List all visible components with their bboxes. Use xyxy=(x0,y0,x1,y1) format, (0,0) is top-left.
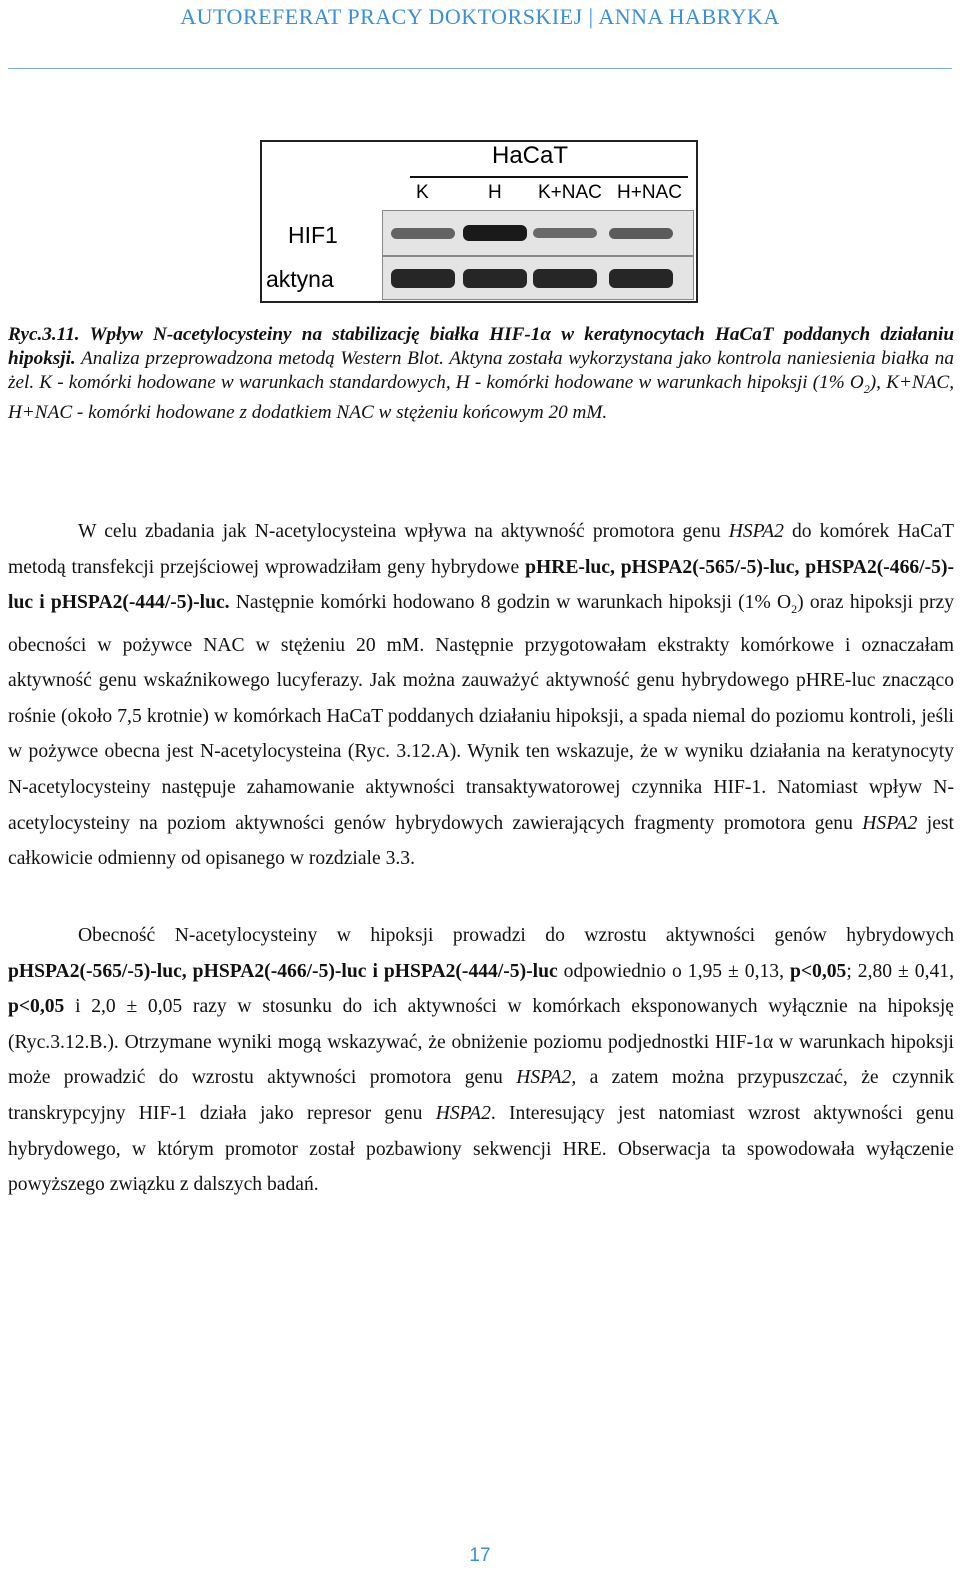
figure-caption xyxy=(8,323,954,425)
lane-label-k-nac: K+NAC xyxy=(538,182,602,203)
row-label-hif1: HIF1 xyxy=(288,222,338,248)
page-number: 17 xyxy=(469,1545,491,1566)
body-paragraph-2 xyxy=(8,918,954,1203)
para2-gene-2: HSPA2 xyxy=(435,1102,491,1124)
para2-gene-1: HSPA2, xyxy=(516,1067,577,1089)
running-header: AUTOREFERAT PRACY DOKTORSKIEJ | ANNA HABRYKA xyxy=(180,4,780,29)
para1-text-4: ) oraz hipoksji przy obecności w pożywce NAC w stężeniu 20 mM. Następnie przygotowałam ekstrakty komórkowe i oznaczałam aktywność genu wskaźnikowego lucyferazy. Jak można zauważyć aktywność genu hybrydowego pHRE-luc znacząco rośnie (około 7,5 krotnie) w komórkach HaCaT poddanych działaniu hipoksji, a spada niemal do poziomu kontroli, jeśli w pożywce obecna jest N-acetylocysteina (Ryc. 3.12.A). Wynik ten wskazuje, że w wyniku działania na keratynocyty N-acetylocysteiny następuje zahamowanie aktywności transaktywatorowej czynnika HIF-1. Natomiast wpływ N-acetylocysteiny na poziom aktywności genów hybrydowych zawierających fragmenty promotora genu xyxy=(8,592,954,834)
para2-pvalue-2: p<0,05 xyxy=(8,996,65,1018)
cell-line-rule xyxy=(410,176,688,178)
para2-text-1: Obecność N-acetylocysteiny w hipoksji prowadzi do wzrostu aktywności genów hybrydowych xyxy=(78,925,954,946)
lane-label-h: H xyxy=(488,182,502,203)
para2-text-5: a zatem można przypuszczać, że czynnik transkrypcyjny HIF-1 działa jako represor genu xyxy=(8,1067,954,1124)
blot-strip-hif1 xyxy=(382,210,694,256)
caption-text-a: Analiza przeprowadzona metodą Western Blot. Aktyna została wykorzystana jako kontrola naniesienia białka na żel. K - komórki hodowane w warunkach standardowych, H - komórki hodowane w warunkach hipoksji (1% O xyxy=(8,348,954,393)
blot-band-aktyna-1 xyxy=(391,269,455,288)
para2-text-4: i 2,0 ± 0,05 razy w stosunku do ich aktywności w komórkach eksponowanych wyłącznie na hipoksję (Ryc.3.12.B.). Otrzymane wyniki mogą wskazywać, że obniżenie poziomu podjednostki HIF-1α w warunkach hipoksji może prowadzić do wzrostu aktywności promotora genu xyxy=(8,996,954,1089)
body-paragraph-1 xyxy=(8,514,954,877)
caption-subscript: 2 xyxy=(863,381,870,396)
row-label-aktyna: aktyna xyxy=(266,266,334,292)
para1-text-5: jest całkowicie odmienny od opisanego w rozdziale 3.3. xyxy=(8,812,954,870)
western-blot-figure xyxy=(260,140,698,303)
para2-text-6: . Interesujący jest natomiast wzrost aktywności genu hybrydowego, w którym promotor został pozbawiony sekwencji HRE. Obserwacja ta spowodowała wyłączenie powyższego związku z dalszych badań. xyxy=(8,1102,954,1196)
blot-band-aktyna-4 xyxy=(609,269,673,288)
cell-line-title: HaCaT xyxy=(492,142,569,169)
blot-band-aktyna-2 xyxy=(463,269,527,288)
header-rule xyxy=(8,68,952,69)
caption-label: Ryc.3.11. Wpływ N-acetylocysteiny na stabilizację białka HIF-1α w keratynocytach HaCaT poddanych działaniu hipoksji. xyxy=(8,324,954,369)
blot-band-hif1-3 xyxy=(533,228,597,238)
lane-label-h-nac: H+NAC xyxy=(617,182,682,203)
para2-text-3: ; 2,80 ± 0,41, xyxy=(846,960,954,982)
blot-band-hif1-1 xyxy=(391,228,455,239)
para2-text-2: odpowiednio o 1,95 ± 0,13, xyxy=(557,960,790,982)
blot-strip-aktyna xyxy=(382,256,694,300)
blot-band-aktyna-3 xyxy=(533,269,597,288)
blot-band-hif1-2 xyxy=(463,225,527,241)
para1-constructs: pHRE-luc, pHSPA2(-565/-5)-luc, pHSPA2(-466/-5)-luc i pHSPA2(-444/-5)-luc. xyxy=(8,556,954,614)
para1-text-3: Następnie komórki hodowano 8 godzin w warunkach hipoksji (1% O xyxy=(229,592,792,614)
para1-text-2: do komórek HaCaT metodą transfekcji przejściowej wprowadziłam geny hybrydowe xyxy=(8,521,954,578)
blot-band-hif1-4 xyxy=(609,228,673,239)
para1-gene-1: HSPA2 xyxy=(728,521,784,542)
para1-text-1: W celu zbadania jak N-acetylocysteina wpływa na aktywność promotora genu xyxy=(78,521,729,542)
para2-pvalue-1: p<0,05 xyxy=(789,960,847,982)
para1-gene-2: HSPA2 xyxy=(862,812,918,834)
para1-subscript: 2 xyxy=(791,602,798,617)
para2-constructs: pHSPA2(-565/-5)-luc, pHSPA2(-466/-5)-luc i pHSPA2(-444/-5)-luc xyxy=(8,960,558,982)
lane-label-k: K xyxy=(416,182,429,203)
caption-text-b: ), K+NAC, H+NAC - komórki hodowane z dodatkiem NAC w stężeniu końcowym 20 mM. xyxy=(8,372,955,423)
